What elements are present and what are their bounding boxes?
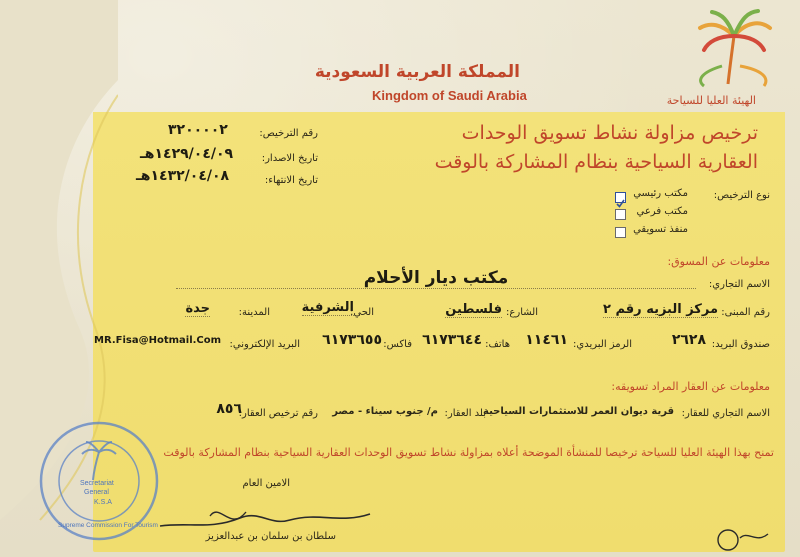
property-trade-name-value: قرية ديوان العمر للاستثمارات السياحية [483, 406, 674, 417]
expiry-date-label: تاريخ الانتهاء: [264, 175, 318, 186]
stamp-inner-top: Secretariat [80, 480, 114, 487]
street-label: الشارع: [506, 307, 538, 318]
license-number-value: ٣٢٠٠٠٠٢ [168, 122, 228, 138]
property-license-value: ٨٥٦ [216, 401, 242, 417]
property-country-label: بلد العقار: [444, 408, 486, 419]
signatory-title: الامين العام [242, 478, 290, 489]
trade-name-value: مكتب ديار الأحلام [176, 268, 696, 289]
phone-value: ٦١٧٣٦٤٤ [422, 332, 482, 348]
city-value: جدة [185, 301, 210, 316]
license-type-option: مكتب رئيسي [633, 188, 688, 199]
license-number-label: رقم الترخيص: [259, 128, 318, 139]
district-label: الحي: [350, 307, 374, 318]
marketer-section-title: معلومات عن المسوق: [667, 255, 770, 268]
issue-date-value: ١٤٢٩/٠٤/٠٩هـ [140, 146, 234, 162]
issue-date-label: تاريخ الاصدار: [261, 153, 318, 164]
kingdom-name-arabic: المملكة العربية السعودية [314, 62, 520, 82]
check-icon [616, 199, 625, 208]
fax-value: ٦١٧٣٦٥٥ [322, 332, 382, 348]
property-license-label: رقم ترخيص العقار: [238, 408, 318, 419]
street-value: فلسطين [445, 302, 502, 317]
fax-label: فاكس: [383, 339, 412, 350]
palm-tree-logo [682, 6, 786, 92]
official-stamp [36, 418, 162, 544]
stamp-inner-bottom: General [84, 489, 109, 496]
license-type-option: مكتب فرعي [636, 206, 688, 217]
tourism-authority-name: الهيئة العليا للسياحة [666, 94, 756, 107]
checkbox-marketing-outlet [615, 227, 626, 238]
trade-name-label: الاسم التجاري: [708, 279, 770, 290]
signatory-name: سلطان بن سلمان بن عبدالعزيز [205, 531, 336, 542]
kingdom-name-english: Kingdom of Saudi Arabia [372, 88, 527, 103]
city-label: المدينة: [238, 307, 270, 318]
district-value: الشرفية [301, 300, 354, 315]
pobox-value: ٢٦٢٨ [671, 332, 706, 348]
corner-stamp-mark [712, 522, 774, 552]
stamp-ring-text: Supreme Commission For Tourism [58, 522, 158, 529]
checkbox-main-office [615, 192, 626, 203]
email-label: البريد الإلكتروني: [229, 339, 300, 350]
phone-label: هاتف: [485, 339, 510, 350]
license-type-label: نوع الترخيص: [713, 190, 770, 201]
property-country-value: م/ جنوب سيناء - مصر [332, 406, 438, 417]
expiry-date-value: ١٤٣٢/٠٤/٠٨هـ [136, 168, 230, 184]
property-section-title: معلومات عن العقار المراد تسويقه: [611, 380, 770, 393]
checkbox-branch-office [615, 209, 626, 220]
building-value: مركز البزيه رقم ٢ [603, 302, 718, 317]
stamp-ksa: K.S.A [94, 499, 112, 506]
grant-statement: تمنح بهذا الهيئة العليا للسياحة ترخيصا للمنشأة الموضحة أعلاه بمزاولة نشاط تسويق الوحدات العقارية السياحية بنظام المشاركة بالوقت [163, 446, 774, 459]
postal-code-value: ١١٤٦١ [525, 332, 568, 348]
email-value: MR.Fisa@Hotmail.Com [94, 335, 222, 346]
certificate-title-line1: ترخيص مزاولة نشاط تسويق الوحدات [461, 122, 758, 144]
postal-code-label: الرمز البريدي: [573, 339, 632, 350]
building-label: رقم المبنى: [721, 307, 770, 318]
pobox-label: صندوق البريد: [711, 339, 770, 350]
property-trade-name-label: الاسم التجاري للعقار: [681, 408, 770, 419]
license-type-option: منفذ تسويقي [633, 224, 688, 235]
certificate-title-line2: العقارية السياحية بنظام المشاركة بالوقت [434, 151, 758, 173]
